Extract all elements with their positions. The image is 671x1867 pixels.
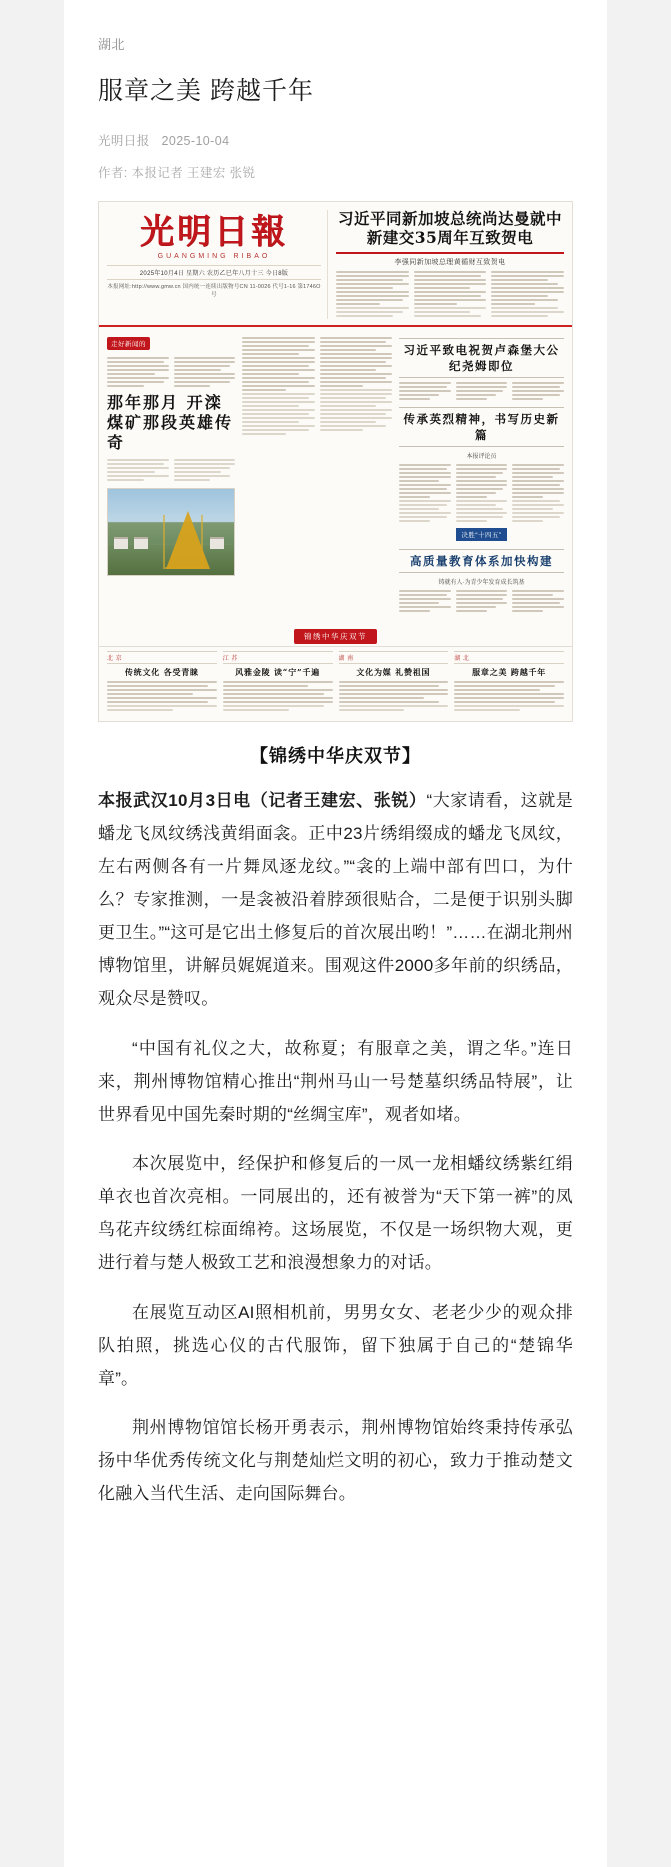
strip-item-title: 服章之美 跨越千年 [472,666,547,677]
article-paragraph: 荆州博物馆馆长杨开勇表示，荆州博物馆始终秉持传承弘扬中华优秀传统文化与荆楚灿烂文明的初心，致力于推动楚文化融入当代生活、走向国际舞台。 [98,1417,573,1504]
facsimile-masthead-area [99,202,572,327]
third-story-title: 传承英烈精神，书写历史新篇 [399,407,564,447]
strip-item-tag: 湖 南 [339,651,449,664]
newspaper-logo: 光明日報 [140,211,288,252]
strip-item-title: 风雅金陵 读“宁”千遍 [235,666,321,677]
second-story-title: 习近平致电祝贺卢森堡大公纪尧姆即位 [399,338,564,378]
article-paragraph [98,784,573,1016]
dateline-lead: 本报武汉10月3日电（记者王建宏、张锐） [98,790,427,810]
text-column [336,271,409,319]
text-column [320,337,393,437]
column-badge: 走好新闻的 [107,337,150,350]
text-column [399,590,451,614]
lead-story-subtitle: 李强同新加坡总理黄循财互致贺电 [394,258,506,266]
facsimile-masthead [107,210,328,319]
lead-story-title: 习近平同新加坡总统尚达曼就中新建交35周年互致贺电 [337,208,562,247]
facsimile-left-column [107,333,235,614]
strip-item [454,651,564,713]
paragraph-text: “大家请看，这就是蟠龙飞凤纹绣浅黄绢面衾。正中23片绣绢缀成的蟠龙飞凤纹，左右两侧各有一片舞凤逐龙纹。”“衾的上端中部有凹口，为什么？专家推测，一是衾被沿着脖颈很贴合，二是便于识别头脚更卫生。”“这可是它出土修复后的首次展出哟！”……在湖北荆州博物馆里，讲解员娓娓道来。围观这件2000多年前的织绣品，观众尽是赞叹。 [98,790,573,1009]
facsimile-right-column [399,333,564,614]
article-paragraph: “中国有礼仪之大，故称夏；有服章之美，谓之华。”连日来，荆州博物馆精心推出“荆州马山一号楚墓织绣品特展”，让世界看见中国先秦时期的“丝绸宝库”，观者如堵。 [98,1038,573,1124]
fourth-story-text [399,590,564,614]
lead-story-columns [336,271,564,319]
text-column [174,459,236,483]
article-source: 光明日报 [98,133,150,148]
strip-banner [99,626,572,644]
article-date: 2025-10-04 [161,133,230,148]
strip-banner-label: 锦绣中华庆双节 [294,629,377,644]
newspaper-url-meta: 本报网址:http://www.gmw.cn 国内统一连续出版物号CN 11-0026 代号1-16 第1746O号 [107,284,321,299]
mid-column-text [242,337,392,437]
text-column [107,357,169,389]
strip-item-tag: 湖 北 [454,651,564,664]
source-date-row [98,131,573,149]
strip-item [339,651,449,713]
article-category: 湖北 [98,37,126,52]
strip-item [223,651,333,713]
text-column [512,382,564,402]
text-column [512,590,564,614]
article-sheet [64,0,607,1867]
left-column-text [107,357,235,389]
newspaper-issue-meta: 2025年10月4日 星期六 农历乙巳年八月十三 今日8版 [107,265,321,280]
facsimile-body [99,327,572,622]
text-column [512,464,564,524]
third-story-subtitle: 本报评论员 [466,453,497,460]
fourth-story-subtitle: 铸就有人·为青少年发育成长筑基 [438,579,525,586]
newspaper-pinyin: GUANGMING RIBAO [157,253,271,261]
facsimile-mid-column [242,333,392,614]
text-column [456,464,508,524]
third-story-text [399,464,564,524]
facsimile-lead-story [336,210,564,319]
second-story-text [399,382,564,402]
article-author: 作者: 本报记者 王建宏 张锐 [98,165,256,180]
series-badge: 决胜“十四五” [456,528,506,541]
text-column [174,357,236,389]
divider-red [336,252,564,254]
article-paragraph: 本次展览中，经保护和修复后的一凤一龙相蟠纹绣紫红绢单衣也首次亮相。一同展出的，还有被誉为“天下第一裤”的凤鸟花卉纹绣红棕面绵袴。这场展览，不仅是一场织物大观，更进行着与楚人极致工艺和浪漫想象力的对话。 [98,1153,573,1273]
left-column-text-2 [107,459,235,483]
strip-item [107,651,217,713]
facsimile-bottom-strip [99,646,572,721]
newspaper-facsimile-image[interactable] [98,201,573,722]
fourth-story-title: 高质量教育体系加快构建 [399,549,564,573]
article-subhead: 【锦绣中华庆双节】 [250,745,421,766]
text-column [399,464,451,524]
text-column [456,590,508,614]
left-feature-title: 那年那月 开滦煤矿那段英雄传奇 [107,392,234,452]
strip-item-tag: 北 京 [107,651,217,664]
page-title: 服章之美 跨越千年 [98,77,314,105]
mine-photo [107,488,235,576]
text-column [414,271,487,319]
text-column [456,382,508,402]
text-column [242,337,315,437]
strip-item-title: 传统文化 各受青睐 [124,666,199,677]
text-column [107,459,169,483]
article-paragraph: 在展览互动区AI照相机前，男男女女、老老少少的观众排队拍照，挑选心仪的古代服饰，留下独属于自己的“楚锦华章”。 [98,1302,573,1388]
text-column [399,382,451,402]
text-column [491,271,564,319]
strip-item-title: 文化为媒 礼赞祖国 [356,666,431,677]
strip-item-tag: 江 苏 [223,651,333,664]
